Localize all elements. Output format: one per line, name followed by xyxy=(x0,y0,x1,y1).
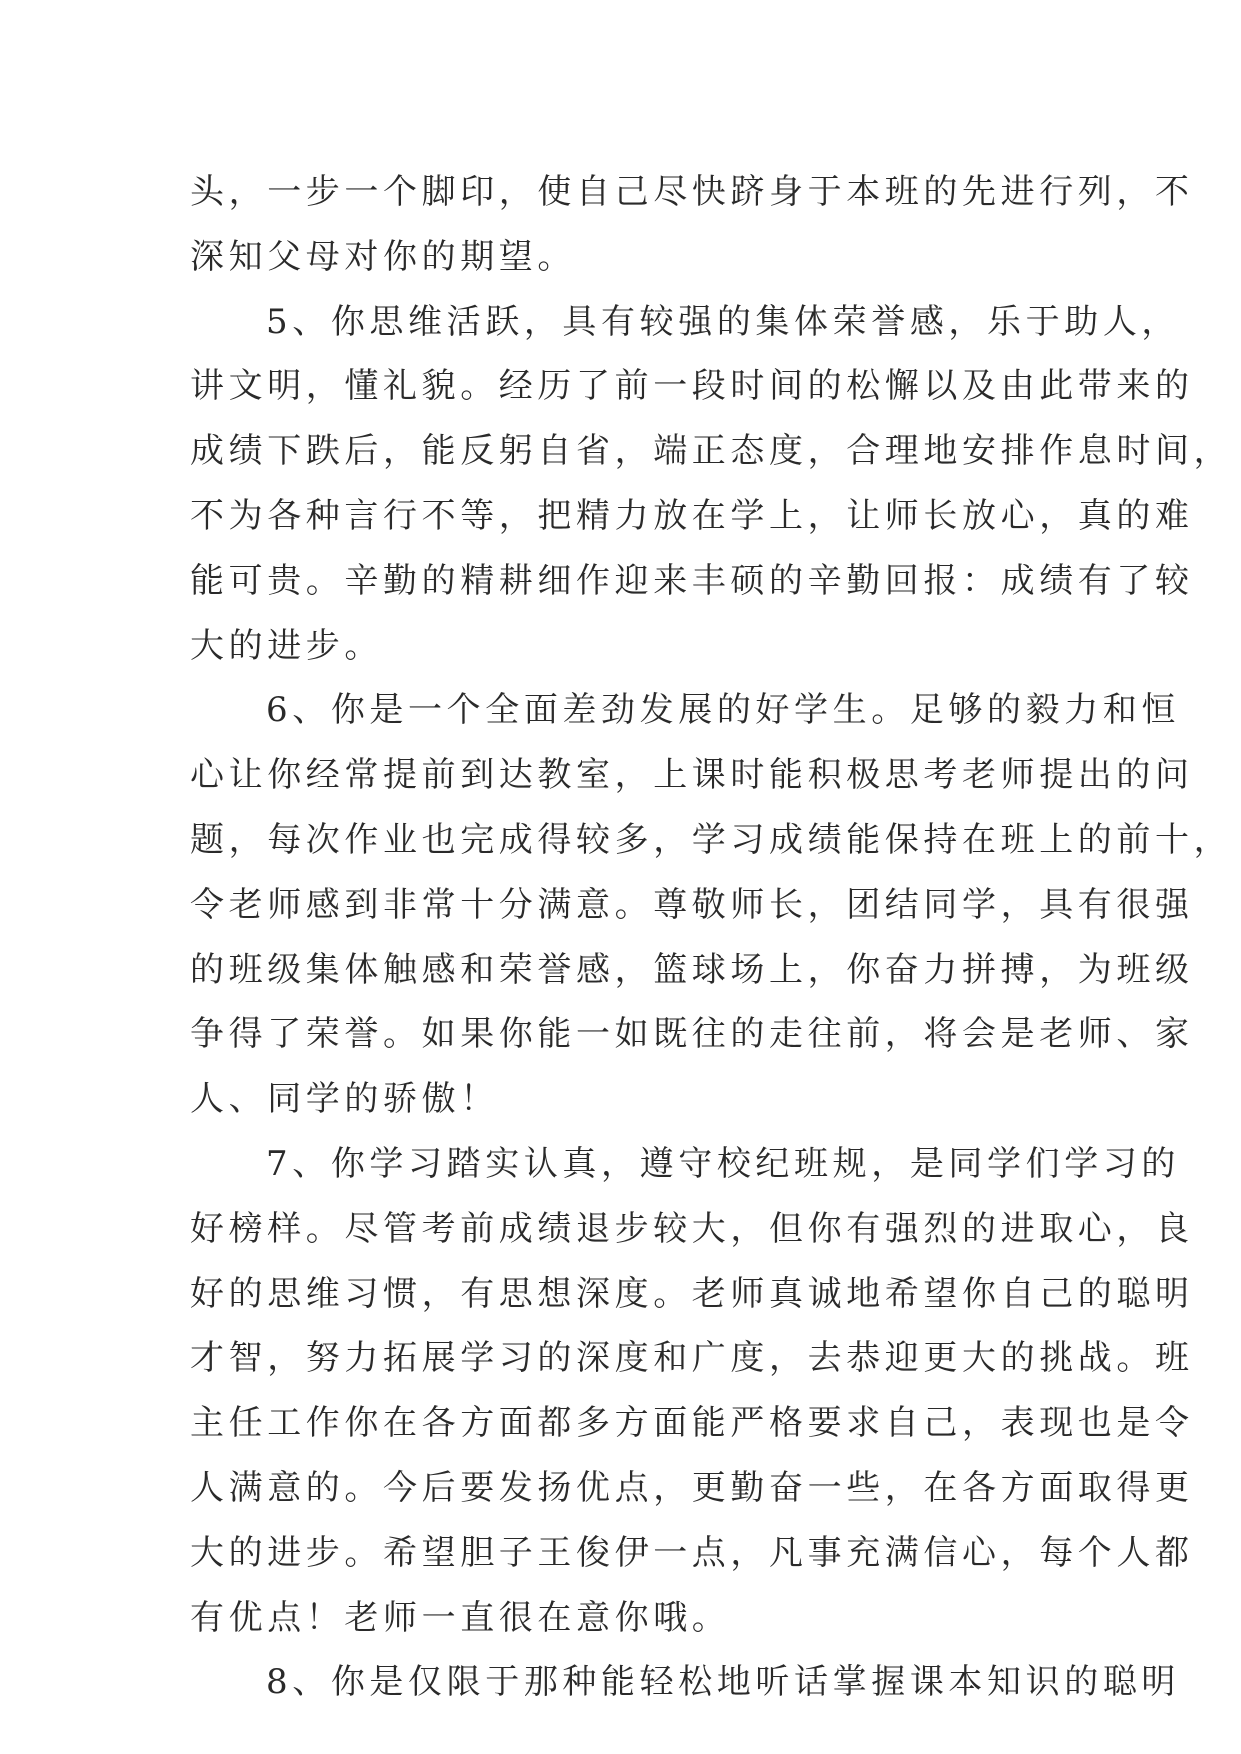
text-line: 人、同学的骄傲！ xyxy=(190,1079,499,1120)
text-line: 深知父母对你的期望。 xyxy=(190,236,576,277)
text-line: 心让你经常提前到达教室，上课时能积极思考老师提出的问 xyxy=(190,755,1194,796)
text-line: 头，一步一个脚印，使自己尽快跻身于本班的先进行列，不 xyxy=(190,172,1194,212)
text-line: 争得了荣誉。如果你能一如既往的走往前，将会是老师、家 xyxy=(190,1014,1194,1055)
text-line: 不为各种言行不等，把精力放在学上，让师长放心，真的难 xyxy=(190,495,1194,536)
document-body xyxy=(190,160,1233,1715)
text-line: 人满意的。今后要发扬优点，更勤奋一些，在各方面取得更 xyxy=(190,1467,1194,1508)
paragraph-start-7: 7、你学习踏实认真，遵守校纪班规，是同学们学习的 xyxy=(266,1143,1181,1184)
text-line: 令老师感到非常十分满意。尊敬师长，团结同学，具有很强 xyxy=(190,884,1194,925)
paragraph-start-6: 6、你是一个全面差劲发展的好学生。足够的毅力和恒 xyxy=(266,690,1181,731)
text-line: 有优点！老师一直很在意你哦。 xyxy=(190,1597,731,1638)
text-line: 大的进步。 xyxy=(190,625,383,666)
text-line: 好榜样。尽管考前成绩退步较大，但你有强烈的进取心，良 xyxy=(190,1208,1194,1249)
text-line: 好的思维习惯，有思想深度。老师真诚地希望你自己的聪明 xyxy=(190,1273,1194,1314)
text-line: 题，每次作业也完成得较多，学习成绩能保持在班上的前十， xyxy=(190,819,1233,860)
text-line: 能可贵。辛勤的精耕细作迎来丰硕的辛勤回报：成绩有了较 xyxy=(190,560,1194,601)
text-line: 成绩下跌后，能反躬自省，端正态度，合理地安排作息时间， xyxy=(190,431,1233,472)
text-line: 才智，努力拓展学习的深度和广度，去恭迎更大的挑战。班 xyxy=(190,1338,1194,1379)
paragraph-start-8: 8、你是仅限于那种能轻松地听话掌握课本知识的聪明 xyxy=(266,1662,1181,1703)
paragraph-start-5: 5、你思维活跃，具有较强的集体荣誉感，乐于助人， xyxy=(266,301,1181,342)
text-line: 讲文明，懂礼貌。经历了前一段时间的松懈以及由此带来的 xyxy=(190,366,1194,407)
text-line: 主任工作你在各方面都多方面能严格要求自己，表现也是令 xyxy=(190,1403,1194,1444)
text-line: 大的进步。希望胆子王俊伊一点，凡事充满信心，每个人都 xyxy=(190,1532,1194,1573)
text-line: 的班级集体触感和荣誉感，篮球场上，你奋力拼搏，为班级 xyxy=(190,949,1194,990)
